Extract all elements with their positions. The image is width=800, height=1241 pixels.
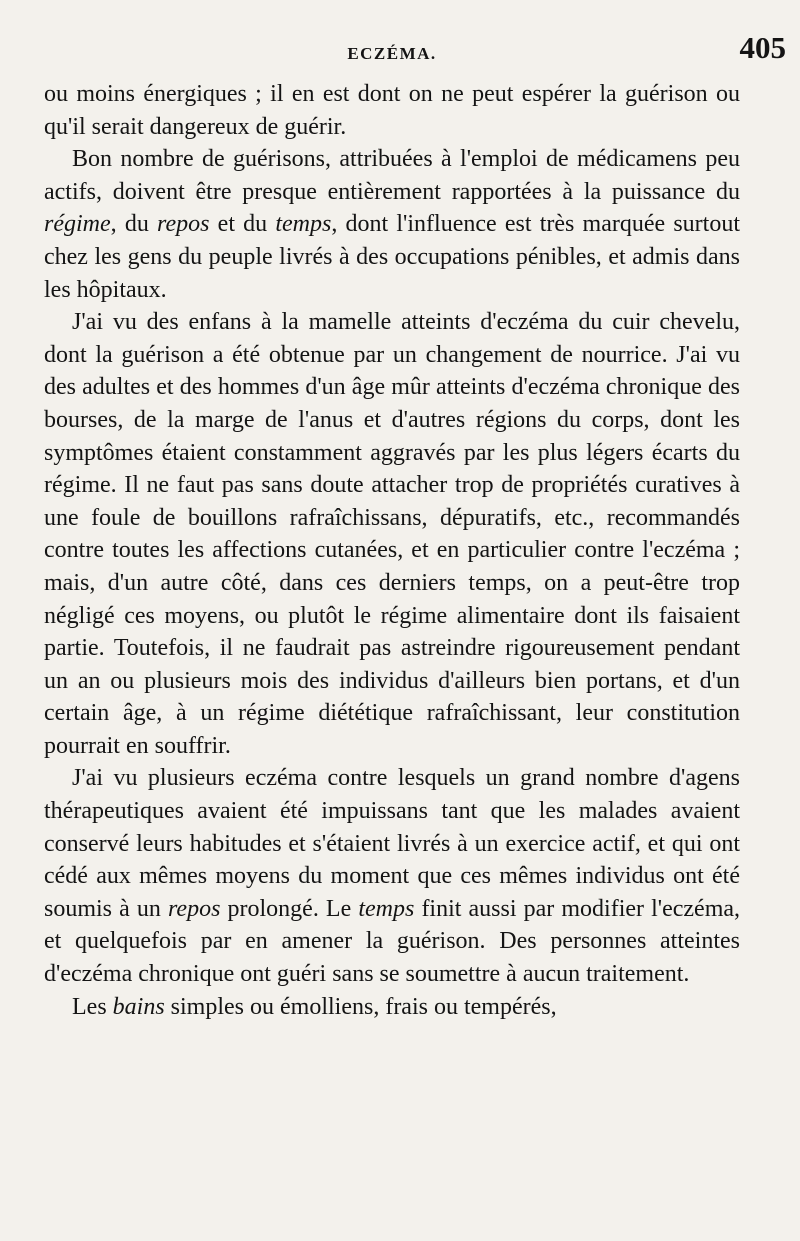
- paragraph: [44, 762, 740, 990]
- italic-run: temps: [275, 211, 332, 238]
- paragraph: [44, 143, 740, 306]
- running-head: ECZÉMA.: [347, 44, 437, 63]
- paragraph: [44, 78, 740, 143]
- text-run: ou moins énergiques ; il en est dont on ne peut espérer la guérison ou qu'il serait dangereux de guérir.: [44, 81, 740, 140]
- text-run: , du: [110, 211, 158, 238]
- text-run: prolongé. Le: [220, 895, 359, 922]
- text-run: , dont l'influence est très marquée surtout chez les gens du peuple livrés à des occupations pénibles, et admis dans les hôpitaux.: [44, 211, 741, 303]
- italic-run: repos: [167, 895, 221, 922]
- paragraph: [44, 991, 740, 1024]
- text-run: Bon nombre de guérisons, attribuées à l'emploi de médicamens peu actifs, doivent être presque entièrement rapportées à la puissance du: [44, 146, 740, 205]
- italic-run: temps: [358, 895, 415, 922]
- text-body: [44, 78, 740, 1023]
- paragraph: [44, 306, 740, 762]
- italic-run: bains: [112, 993, 165, 1020]
- text-run: finit aussi par modifier l'eczéma, et quelquefois par en amener la guérison. Des personnes atteintes d'eczéma chronique ont guéri sans se soumettre à aucun traitement.: [44, 895, 741, 988]
- text-run: J'ai vu des enfans à la mamelle atteints d'eczéma du cuir chevelu, dont la guérison a été obtenue par un changement de nourrice. J'ai vu des adultes et des hommes d'un âge mûr atteints d'eczéma chronique des bourses, de la marge de l'anus et d'autres régions du corps, dont les symptômes étaient constamment aggravés par les plus légers écarts du régime. Il ne faut pas sans doute attacher trop de propriétés curatives à une foule de bouillons rafraîchissans, dépuratifs, etc., recommandés contre toutes les affections cutanées, et en particulier contre l'eczéma ; mais, d'un autre côté, dans ces derniers temps, on a peut-être trop négligé ces moyens, ou plutôt le régime alimentaire dont ils faisaient partie. Toutefois, il ne faudrait pas astreindre rigoureusement pendant un an ou plusieurs mois des individus d'ailleurs bien portans, et d'un certain âge, à un régime diététique rafraîchissant, leur constitution pourrait en souffrir.: [44, 309, 740, 759]
- text-run: simples ou émolliens, frais ou tempérés,: [164, 993, 557, 1020]
- text-run: Les: [72, 993, 113, 1020]
- text-run: et du: [209, 211, 276, 238]
- page-number: 405: [739, 30, 786, 65]
- italic-run: repos: [157, 211, 210, 238]
- text-run: J'ai vu plusieurs eczéma contre lesquels un grand nombre d'agens thérapeutiques avaient été impuissans tant que les malades avaient conservé leurs habitudes et s'étaient livrés à un exercice actif, et qui ont cédé aux mêmes moyens du moment que ces mêmes individus ont été soumis à un: [44, 765, 740, 922]
- italic-run: régime: [44, 211, 111, 238]
- page-header: [44, 0, 786, 78]
